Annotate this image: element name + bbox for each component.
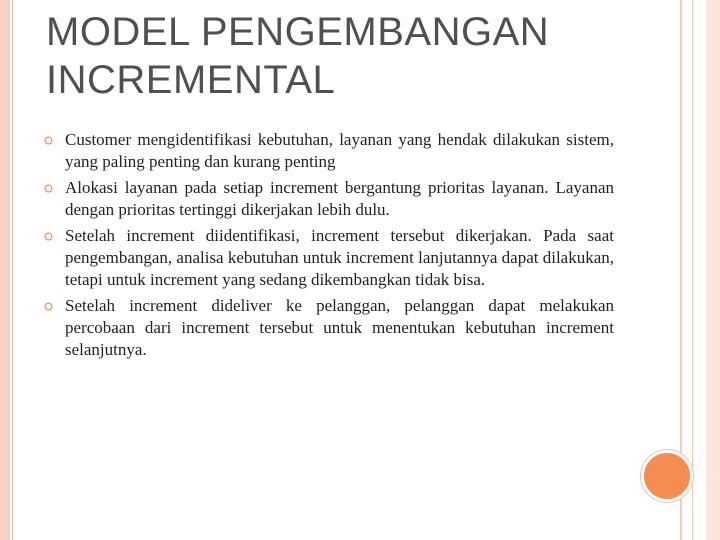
hollow-circle-bullet-icon: [44, 302, 53, 311]
bullet-item: [44, 129, 614, 173]
bullet-item: [44, 177, 614, 221]
left-border-strip: [0, 0, 10, 540]
decorative-orange-circle: [641, 450, 693, 502]
hollow-circle-bullet-icon: [44, 232, 53, 241]
bullet-text: Setelah increment dideliver ke pelanggan, pelanggan dapat melakukan percobaan dari increment tersebut untuk menentukan kebutuhan increment selanjutnya.: [65, 296, 614, 359]
hollow-circle-bullet-icon: [44, 184, 53, 193]
bullet-item: [44, 295, 614, 361]
bullet-list: [44, 129, 614, 365]
bullet-text: Setelah increment diidentifikasi, increment tersebut dikerjakan. Pada saat pengembangan, analisa kebutuhan untuk increment lanjutannya dapat dilakukan, tetapi untuk increment yang sedang dikembangkan tidak bisa.: [65, 226, 615, 289]
right-border-line-inner: [692, 0, 693, 540]
bullet-text: Customer mengidentifikasi kebutuhan, layanan yang hendak dilakukan sistem, yang paling penting dan kurang penting: [65, 130, 614, 171]
hollow-circle-bullet-icon: [44, 136, 53, 145]
left-border-line: [12, 0, 13, 540]
slide-title: MODEL PENGEMBANGAN INCREMENTAL: [46, 10, 550, 102]
bullet-text: Alokasi layanan pada setiap increment bergantung prioritas layanan. Layanan dengan prioritas tertinggi dikerjakan lebih dulu.: [65, 178, 614, 219]
bullet-item: [44, 225, 614, 291]
right-border-strip: [706, 0, 720, 540]
